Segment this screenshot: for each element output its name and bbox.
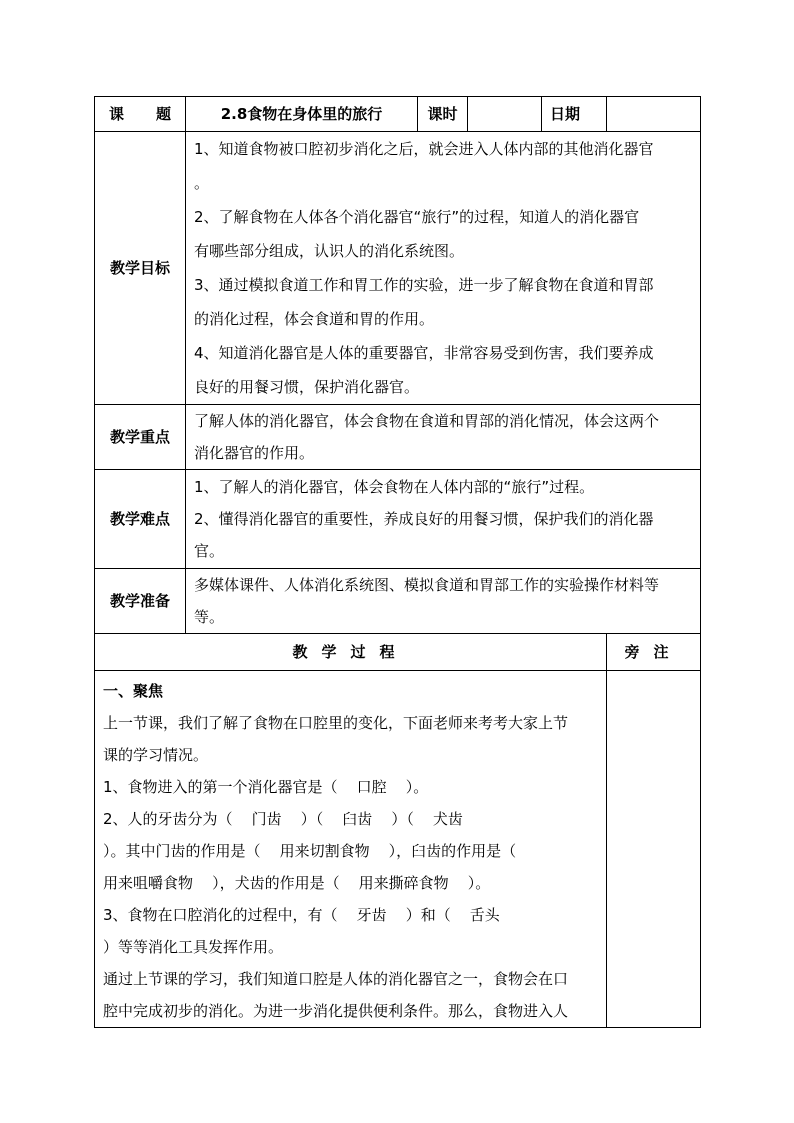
- process-title: 教学过程: [95, 634, 607, 671]
- process-line: ）等等消化工具发挥作用。: [103, 938, 284, 956]
- preparation-line: 等。: [194, 608, 225, 626]
- section-heading: 一、聚焦: [103, 682, 164, 700]
- key-points-line: 了解人体的消化器官，体会食物在食道和胃部的消化情况，体会这两个: [194, 412, 660, 430]
- process-line: 3、食物在口腔消化的过程中，有（ 牙齿 ）和（ 舌头: [103, 906, 500, 924]
- goals-label: 教学目标: [95, 132, 186, 405]
- goals-line: 良好的用餐习惯，保护消化器官。: [194, 378, 420, 396]
- key-points-label: 教学重点: [95, 405, 186, 470]
- process-line: 腔中完成初步的消化。为进一步消化提供便利条件。那么，食物进入人: [103, 1002, 569, 1020]
- goals-line: 。: [194, 174, 210, 192]
- key-points-row: [95, 405, 701, 470]
- goals-line: 2、了解食物在人体各个消化器官“旅行”的过程，知道人的消化器官: [194, 208, 640, 226]
- period-label: 课时: [418, 97, 468, 132]
- topic-value: 2.8食物在身体里的旅行: [186, 97, 418, 132]
- key-points-line: 消化器官的作用。: [194, 444, 315, 462]
- topic-label: 课题: [95, 97, 186, 132]
- preparation-content: [186, 569, 701, 634]
- process-line: 课的学习情况。: [103, 746, 209, 764]
- side-notes-title: 旁注: [607, 634, 701, 671]
- process-content: [95, 671, 607, 1028]
- goals-line: 有哪些部分组成，认识人的消化系统图。: [194, 242, 465, 260]
- difficulties-row: [95, 470, 701, 569]
- period-value[interactable]: [468, 97, 542, 132]
- goals-line: 的消化过程，体会食道和胃的作用。: [194, 310, 435, 328]
- preparation-row: [95, 569, 701, 634]
- goals-content: [186, 132, 701, 405]
- process-line: 2、人的牙齿分为（ 门齿 ）（ 臼齿 ）（ 犬齿: [103, 810, 463, 828]
- difficulties-line: 1、了解人的消化器官，体会食物在人体内部的“旅行”过程。: [194, 478, 595, 496]
- side-notes-content[interactable]: [607, 671, 701, 1028]
- key-points-content: [186, 405, 701, 470]
- difficulties-line: 官。: [194, 542, 225, 560]
- process-line: 通过上节课的学习，我们知道口腔是人体的消化器官之一，食物会在口: [103, 970, 569, 988]
- difficulties-label: 教学难点: [95, 470, 186, 569]
- preparation-line: 多媒体课件、人体消化系统图、模拟食道和胃部工作的实验操作材料等: [194, 576, 660, 594]
- process-line: ）。其中门齿的作用是（ 用来切割食物 ），臼齿的作用是（: [103, 842, 517, 860]
- lesson-plan-table: [94, 96, 701, 1028]
- goals-row: [95, 132, 701, 405]
- process-header-row: [95, 634, 701, 671]
- header-row: [95, 97, 701, 132]
- date-label: 日期: [542, 97, 607, 132]
- difficulties-content: [186, 470, 701, 569]
- goals-line: 4、知道消化器官是人体的重要器官，非常容易受到伤害，我们要养成: [194, 344, 654, 362]
- goals-line: 3、通过模拟食道工作和胃工作的实验，进一步了解食物在食道和胃部: [194, 276, 654, 294]
- process-line: 1、食物进入的第一个消化器官是（ 口腔 ）。: [103, 778, 429, 796]
- preparation-label: 教学准备: [95, 569, 186, 634]
- difficulties-line: 2、懂得消化器官的重要性，养成良好的用餐习惯，保护我们的消化器: [194, 510, 654, 528]
- goals-line: 1、知道食物被口腔初步消化之后，就会进入人体内部的其他消化器官: [194, 140, 654, 158]
- process-line: 用来咀嚼食物 ），犬齿的作用是（ 用来撕碎食物 ）。: [103, 874, 491, 892]
- date-value[interactable]: [607, 97, 701, 132]
- process-body-row: [95, 671, 701, 1028]
- process-line: 上一节课，我们了解了食物在口腔里的变化，下面老师来考考大家上节: [103, 714, 569, 732]
